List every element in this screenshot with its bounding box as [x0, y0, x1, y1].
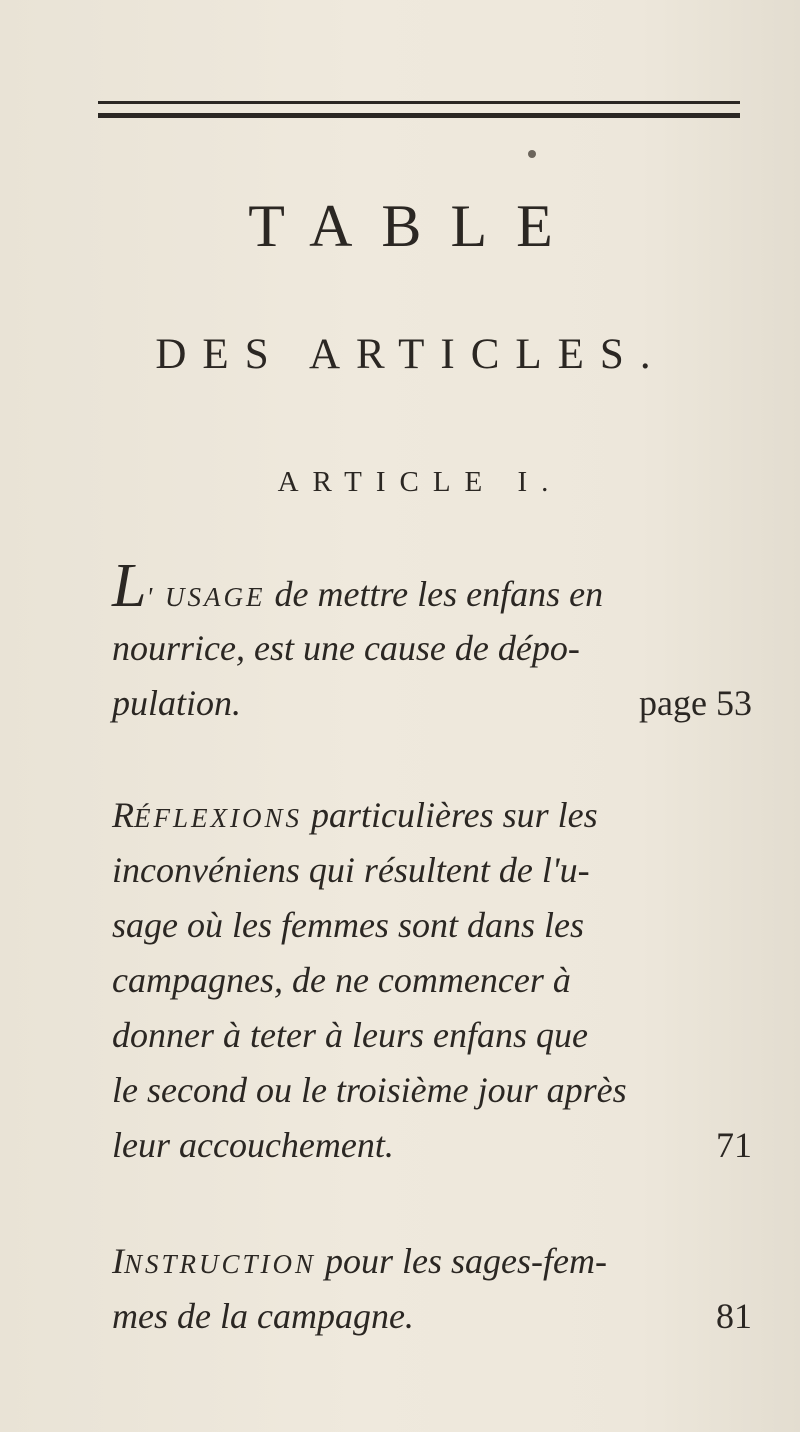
entry-text: inconvéniens qui résultent de l'u-: [112, 850, 590, 890]
entry-text: sage où les femmes sont dans les: [112, 905, 584, 945]
entry-text: donner à teter à leurs enfans que: [112, 1015, 588, 1055]
toc-entry-line: [112, 552, 752, 621]
entry-lead-initial: R: [112, 795, 134, 835]
toc-entry-line: [112, 788, 752, 843]
toc-entry: [112, 552, 752, 731]
article-heading: ARTICLE I.: [277, 466, 563, 498]
top-rule-thin: [98, 101, 740, 104]
page-subtitle: DES ARTICLES.: [155, 331, 667, 378]
entry-text: campagnes, de ne commencer à: [112, 960, 571, 1000]
entry-lead-initial: I: [112, 1241, 124, 1281]
entry-text: le second ou le troisième jour après: [112, 1070, 627, 1110]
entry-lead-word: NSTRUCTION: [124, 1249, 317, 1279]
toc-entry: [112, 788, 752, 1173]
entry-text: nourrice, est une cause de dépo-: [112, 628, 580, 668]
entry-lead-word: ÉFLEXIONS: [134, 803, 302, 833]
page-number: 81: [716, 1296, 752, 1336]
entry-text: leur accouchement.: [112, 1125, 394, 1165]
page-title: TABLE: [248, 193, 582, 259]
top-rule-thick: [98, 113, 740, 118]
entry-text: pulation.: [112, 683, 242, 723]
toc-entry-last-line: [112, 1118, 752, 1173]
entry-lead-word: ' USAGE: [146, 582, 266, 612]
entry-text: particulières sur les: [311, 795, 598, 835]
toc-entry: [112, 1234, 752, 1344]
toc-entry-line: [112, 1234, 752, 1289]
entry-text: mes de la campagne.: [112, 1296, 414, 1336]
toc-entry-last-line: [112, 1289, 752, 1344]
entry-lead-initial: L: [112, 552, 147, 620]
page-number: 71: [716, 1125, 752, 1165]
toc-entry-last-line: [112, 676, 752, 731]
ornament-dot: [528, 150, 536, 158]
page-number: page 53: [639, 683, 752, 723]
entry-text: de mettre les enfans en: [274, 574, 604, 614]
entry-text: pour les sages-fem-: [325, 1241, 607, 1281]
